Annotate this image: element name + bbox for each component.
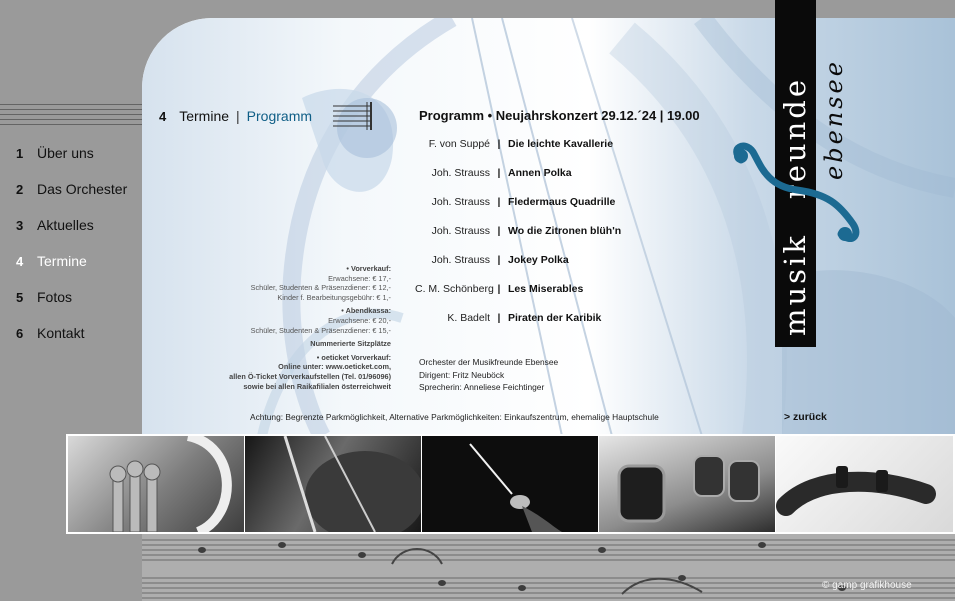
program-row: Joh. Strauss | Wo die Zitronen blüh'n [415, 225, 621, 243]
chair-icon [599, 436, 775, 532]
oeticket-line: allen Ö-Ticket Vorverkaufstellen (Tel. 01/96096) [229, 371, 391, 381]
photo-conductor [422, 436, 598, 532]
back-link[interactable]: > zurück [784, 411, 827, 423]
piece-title: Annen Polka [508, 167, 572, 179]
sub-navigation [159, 108, 312, 124]
piece-title: Fledermaus Quadrille [508, 196, 616, 208]
nav-item-ueber-uns[interactable]: 1 Über uns [16, 145, 94, 161]
copyright-text: © gamp grafikhouse [822, 580, 912, 591]
piece-title: Jokey Polka [508, 254, 569, 266]
piece-title: Les Miserables [508, 283, 584, 295]
logo-text-musikfreunde: musikreunde [778, 76, 812, 336]
vorverkauf-heading: • Vorverkauf: [346, 264, 391, 273]
price-line: Schüler, Studenten & Präsenzdiener: € 12,- [250, 283, 391, 293]
program-title: Programm • Neujahrskonzert 29.12.´24 | 19.00 [419, 108, 700, 123]
staff-end-icon [333, 102, 373, 130]
price-line: Erwachsene: € 17,- [328, 273, 391, 283]
scroll-icon [776, 436, 953, 532]
price-line: Kinder f. Bearbeitungsgebühr: € 1,- [277, 292, 391, 302]
program-row: K. Badelt | Piraten der Karibik [415, 312, 601, 330]
nav-item-label: Das Orchester [37, 181, 128, 197]
narrator-line: Sprecherin: Anneliese Feichtinger [419, 382, 545, 392]
composer: Joh. Strauss [431, 196, 490, 208]
oeticket-heading: • oeticket Vorverkauf: [316, 352, 391, 362]
nav-item-label: Termine [37, 253, 87, 269]
abendkassa-heading: • Abendkassa: [341, 306, 391, 316]
nav-item-label: Kontakt [37, 325, 85, 341]
photo-violin [245, 436, 421, 532]
ticket-prices [200, 264, 391, 391]
piece-title: Piraten der Karibik [508, 312, 602, 324]
photo-gallery [66, 434, 955, 534]
piece-title: Die leichte Kavallerie [508, 138, 614, 150]
nav-item-label: Über uns [37, 145, 94, 161]
tab-termine[interactable]: Termine [179, 108, 230, 124]
f-hole-logo-icon [727, 140, 867, 245]
tab-separator: | [236, 108, 240, 124]
nav-item-label: Fotos [37, 289, 73, 305]
piece-title: Wo die Zitronen blüh'n [508, 225, 622, 237]
logo-text-ebensee: ebensee [820, 59, 848, 180]
composer: Joh. Strauss [431, 225, 490, 237]
tuba-icon [68, 436, 244, 532]
price-line: Erwachsene: € 20,- [328, 315, 391, 325]
seating-note: Nummerierte Sitzplätze [310, 339, 391, 349]
composer: Joh. Strauss [431, 167, 490, 179]
orchestra-line: Orchester der Musikfreunde Ebensee [419, 357, 559, 367]
program-row: Joh. Strauss | Fledermaus Quadrille [415, 196, 615, 214]
composer: Joh. Strauss [431, 254, 490, 266]
composer: C. M. Schönberg [415, 283, 494, 295]
main-navigation [16, 145, 127, 361]
oeticket-line: Online unter: www.oeticket.com, [278, 362, 391, 372]
program-row: F. von Suppé | Die leichte Kavallerie [415, 138, 613, 156]
oeticket-line: sowie bei allen Raikafilialen österreichweit [243, 381, 391, 391]
program-row: C. M. Schönberg | Les Miserables [415, 283, 583, 301]
program-row: Joh. Strauss | Annen Polka [415, 167, 572, 185]
photo-violin-scroll [776, 436, 953, 532]
conductor-line: Dirigent: Fritz Neuböck [419, 369, 505, 380]
tab-number: 4 [159, 108, 167, 124]
tab-programm[interactable]: Programm [246, 108, 313, 124]
nav-item-label: Aktuelles [37, 217, 94, 233]
staff-lines-decoration [0, 104, 142, 128]
nav-item-fotos[interactable]: 5 Fotos [16, 289, 73, 305]
parking-notice: Achtung: Begrenzte Parkmöglichkeit, Alternative Parkmöglichkeiten: Einkaufszentrum, ehemalige Hauptschule [250, 412, 659, 422]
program-row: Joh. Strauss | Jokey Polka [415, 254, 569, 272]
photo-chairs [599, 436, 775, 532]
photo-brass-instruments [68, 436, 244, 532]
violin-icon [245, 436, 421, 532]
composer: F. von Suppé [428, 138, 490, 150]
baton-icon [422, 436, 598, 532]
concert-credits [419, 356, 558, 394]
composer: K. Badelt [447, 312, 490, 324]
nav-item-kontakt[interactable]: 6 Kontakt [16, 325, 85, 341]
price-line: Schüler, Studenten & Präsenzdiener: € 15,- [250, 325, 391, 335]
nav-item-orchester[interactable]: 2 Das Orchester [16, 181, 128, 197]
nav-item-termine[interactable]: 4 Termine [16, 253, 87, 269]
nav-item-aktuelles[interactable]: 3 Aktuelles [16, 217, 94, 233]
